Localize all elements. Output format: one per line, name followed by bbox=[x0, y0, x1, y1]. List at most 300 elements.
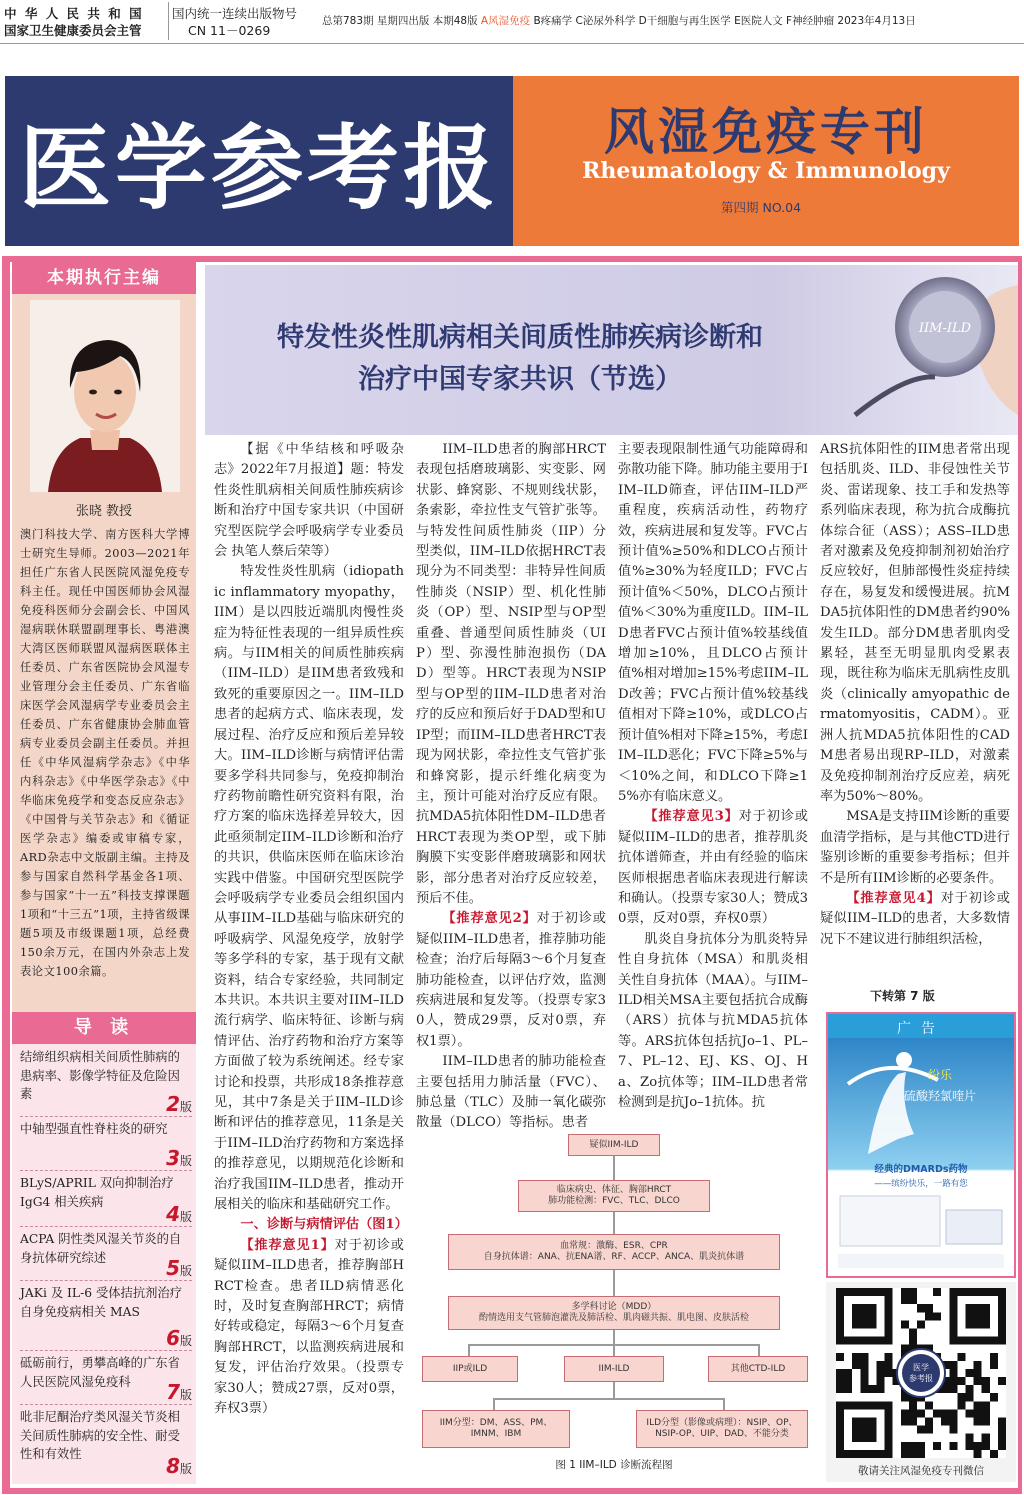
issue-info-prefix: 总第783期 星期四出版 本期48版 bbox=[322, 15, 481, 27]
qr-module bbox=[982, 1418, 990, 1426]
qr-module bbox=[966, 1320, 974, 1328]
issue-number: 第四期 NO.04 bbox=[721, 200, 802, 215]
qr-module bbox=[868, 1320, 876, 1328]
qr-module bbox=[966, 1434, 974, 1442]
qr-caption: 敬请关注风湿免疫专刊微信 bbox=[858, 1465, 984, 1477]
qr-module bbox=[957, 1337, 965, 1345]
qr-module bbox=[901, 1320, 909, 1328]
qr-module bbox=[876, 1450, 884, 1458]
qr-module bbox=[982, 1442, 990, 1450]
qr-module bbox=[949, 1304, 957, 1312]
flow-connector bbox=[613, 1212, 615, 1234]
guide-item-title: 中轴型强直性脊柱炎的研究 bbox=[20, 1122, 168, 1136]
qr-module bbox=[852, 1418, 860, 1426]
qr-module bbox=[885, 1320, 893, 1328]
qr-module bbox=[982, 1377, 990, 1385]
article-title-line2: 治疗中国专家共识（节选） bbox=[358, 364, 682, 395]
qr-module bbox=[885, 1361, 893, 1369]
qr-module bbox=[909, 1401, 917, 1409]
article-paragraph: IIM–ILD患者的胸部HRCT表现包括磨玻璃影、实变影、网状影、蜂窝影、不规则线状影，条索影，牵拉性支气管扩张等。与特发性间质性肺炎（IIP）分型类似，IIM–ILD依据HRCT表现分为不同类型：非特异性间质性肺炎（NSIP）型、机化性肺炎（OP）型、NSIP型与OP型重叠、普通型间质性肺炎（UIP）型、弥漫性肺泡损伤（DAD）型等。HRCT表现为NSIP型与OP型的IIM–ILD患者对治疗的反应和预后好于DAD型和UIP型；而IIM–ILD患者HRCT表现为网状影，牵拉性支气管扩张和蜂窝影，提示纤维化病变为主，预计可能对治疗反应有限。抗MDA5抗体阳性DM–ILD患者HRCT表现为类OP型，或下肺胸膜下实变影伴磨玻璃影和网状影，部分患者对治疗反应较差，预后不佳。 bbox=[416, 442, 606, 906]
wechat-qr-panel[interactable] bbox=[826, 1282, 1016, 1482]
qr-module bbox=[917, 1409, 925, 1417]
qr-module bbox=[998, 1434, 1006, 1442]
qr-module bbox=[876, 1361, 884, 1369]
article-paragraph: ARS抗体阳性的IIM患者常出现包括肌炎、ILD、非侵蚀性关节炎、雷诺现象、技工手和发热等系列临床表现，称为抗合成酶抗体综合征（ASS）；ASS–ILD患者对激素及免疫抑制剂初始治疗反应较好，但肺部慢性炎症持续存在，易复发和缓慢进展。抗MDA5抗体阳性的DM患者约90%发生ILD。部分DM患者肌肉受累轻，甚至无明显肌肉受累表现，既往称为临床无肌病性皮肌炎（clinically amyopathic dermatomyositis，CADM）。亚洲人抗MDA5抗体阳性的CADM患者易出现RP–ILD，对激素及免疫抑制剂治疗反应差，病死率为50%～80%。 bbox=[820, 442, 1010, 804]
qr-module bbox=[982, 1409, 990, 1417]
ad-slogan-1: 经典的DMARDs药物 bbox=[874, 1164, 968, 1175]
qr-module bbox=[974, 1409, 982, 1417]
ad-brand: 纷乐 bbox=[928, 1068, 953, 1082]
qr-module bbox=[966, 1409, 974, 1417]
qr-module bbox=[885, 1288, 893, 1296]
qr-module bbox=[949, 1320, 957, 1328]
qr-module bbox=[836, 1296, 844, 1304]
qr-module bbox=[844, 1385, 852, 1393]
qr-module bbox=[990, 1353, 998, 1361]
qr-module bbox=[860, 1288, 868, 1296]
qr-module bbox=[982, 1288, 990, 1296]
qr-module bbox=[836, 1450, 844, 1458]
qr-module bbox=[885, 1418, 893, 1426]
qr-module bbox=[844, 1450, 852, 1458]
qr-module bbox=[860, 1312, 868, 1320]
special-issue-english-title: Rheumatology & Immunology bbox=[582, 158, 950, 184]
qr-module bbox=[901, 1288, 909, 1296]
guide-separator bbox=[20, 1404, 192, 1405]
qr-module bbox=[966, 1393, 974, 1401]
section-heading: 一、诊断与病情评估（图1） bbox=[240, 1217, 408, 1233]
qr-module bbox=[933, 1409, 941, 1417]
guide-item-page: 2版 bbox=[166, 1092, 192, 1116]
qr-module bbox=[885, 1426, 893, 1434]
guide-item-title: ACPA 阴性类风湿关节炎的自身抗体研究综述 bbox=[20, 1232, 182, 1265]
qr-module bbox=[860, 1320, 868, 1328]
qr-module bbox=[901, 1442, 909, 1450]
qr-module bbox=[901, 1296, 909, 1304]
qr-module bbox=[844, 1337, 852, 1345]
guide-separator bbox=[20, 1116, 192, 1117]
flow-connector bbox=[613, 1382, 615, 1398]
qr-module bbox=[836, 1320, 844, 1328]
flow-node-iim-ild: IIM-ILD bbox=[564, 1356, 664, 1382]
qr-module bbox=[941, 1418, 949, 1426]
qr-module bbox=[925, 1304, 933, 1312]
qr-module bbox=[885, 1409, 893, 1417]
recommendation-1: 【推荐意见1】对于初诊或疑似IIM–ILD患者，推荐胸部HRCT检查。患者ILD病情恶化时，及时复查胸部HRCT；病情好转或稳定，每隔3～6个月复查胸部HRCT，以监测疾病进展和复发，评估治疗效果。（投票专家30人；赞成27票，反对0票，弃权3票） bbox=[214, 1237, 404, 1417]
qr-module bbox=[876, 1369, 884, 1377]
publisher-line2: 国家卫生健康委员会主管 bbox=[4, 23, 142, 38]
qr-module bbox=[885, 1337, 893, 1345]
qr-module bbox=[860, 1337, 868, 1345]
qr-module bbox=[885, 1328, 893, 1336]
qr-module bbox=[860, 1426, 868, 1434]
guide-item-title: 砥砺前行，勇攀高峰的广东省人民医院风湿免疫科 bbox=[20, 1356, 180, 1389]
article-paragraph: 主要表现限制性通气功能障碍和弥散功能下降。肺功能主要用于IIM–ILD筛查，评估IIM–ILD严重程度，疾病活动性，药物疗效，疾病进展和复发等。FVC占预计值%≥50%和DLCO占预计值%≥30%为轻度ILD；FVC占预计值%＜50%，DLCO占预计值%＜30%为重度ILD。IIM–ILD患者FVC占预计值%较基线值增加≥10%，且DLCO占预计值%相对增加≥15%考虑IIM–ILD改善；FVC占预计值%较基线值相对下降≥10%，或DLCO占预计值%相对下降≥15%，考虑IIM–ILD恶化；FVC下降≥5%与＜10%之间，和DLCO下降≥15%亦有临床意义。 bbox=[618, 442, 808, 804]
qr-module bbox=[998, 1337, 1006, 1345]
continued-link[interactable]: 下转第 7 版 bbox=[870, 989, 935, 1003]
header-divider bbox=[168, 2, 169, 40]
qr-module bbox=[966, 1312, 974, 1320]
qr-module bbox=[998, 1377, 1006, 1385]
flow-connector bbox=[493, 1398, 495, 1410]
qr-module bbox=[966, 1288, 974, 1296]
qr-module bbox=[852, 1434, 860, 1442]
qr-module bbox=[885, 1369, 893, 1377]
editor-portrait bbox=[30, 300, 180, 492]
qr-module bbox=[836, 1369, 844, 1377]
qr-module bbox=[885, 1312, 893, 1320]
qr-module bbox=[836, 1418, 844, 1426]
publisher-line1: 中 华 人 民 共 和 国 bbox=[4, 6, 144, 21]
flow-connector bbox=[493, 1398, 725, 1400]
qr-module bbox=[836, 1442, 844, 1450]
qr-module bbox=[982, 1304, 990, 1312]
qr-module bbox=[868, 1312, 876, 1320]
qr-module bbox=[949, 1296, 957, 1304]
qr-module bbox=[974, 1377, 982, 1385]
guide-item-title: 结缔组织病相关间质性肺病的患病率、影像学特征及危险因素 bbox=[20, 1050, 180, 1101]
qr-module bbox=[860, 1369, 868, 1377]
qr-module bbox=[836, 1434, 844, 1442]
qr-module bbox=[909, 1450, 917, 1458]
article-paragraph: 肌炎自身抗体分为肌炎特异性自身抗体（MSA）和肌炎相关性自身抗体（MAA）。与IIM–ILD相关MSA主要包括抗合成酶（ARS）抗体与抗MDA5抗体等。ARS抗体包括抗Jo–1、PL–7、PL–12、EJ、KS、OJ、Ha、Zo抗体等；IIM–ILD患者常检测到是抗Jo–1抗体。抗 bbox=[618, 931, 808, 1110]
qr-module bbox=[966, 1385, 974, 1393]
qr-module bbox=[860, 1377, 868, 1385]
editor-bio: 澳门科技大学、南方医科大学博士研究生导师。2003—2021年担任广东省人民医院风湿免疫专科主任。现任中国医师协会风湿免疫科医师分会副会长、中国风湿病联休联盟副理事长、粤港澳大湾区医师联盟风湿病医联体主任委员、广东省医院协会风湿专业管理分会主任委员、广东省临床医学会风湿病学专业委员会主任委员、广东省健康协会肺血管病专业委员会副主任委员。并担任《中华风湿病学杂志》《中华内科杂志》《中华医学杂志》《中华临床免疫学和变态反应杂志》《中国骨与关节杂志》和《循证医学杂志》编委或审稿专家，ARD杂志中文版副主编。主持及参与国家自然科学基金各1项、参与国家“十一五”科技支撑课题1项和“十三五”1项，主持省级课题5项及市级课题1项，总经费150余万元，在国内外杂志上发表论文100余篇。 bbox=[20, 528, 190, 978]
qr-center-logo-line2: 参考报 bbox=[909, 1374, 933, 1383]
qr-module bbox=[949, 1385, 957, 1393]
qr-module bbox=[885, 1401, 893, 1409]
ad-label: 广告 bbox=[897, 1021, 945, 1037]
qr-module bbox=[852, 1353, 860, 1361]
qr-module bbox=[901, 1409, 909, 1417]
recommendation-tag: 【推荐意见2】 bbox=[442, 911, 537, 927]
flow-node-iip: IIP或ILD bbox=[422, 1356, 518, 1382]
qr-module bbox=[852, 1426, 860, 1434]
qr-module bbox=[885, 1353, 893, 1361]
ad-illustration bbox=[828, 1014, 1014, 1276]
recommendation-tag: 【推荐意见1】 bbox=[240, 1237, 335, 1253]
qr-module bbox=[836, 1312, 844, 1320]
qr-module bbox=[844, 1369, 852, 1377]
qr-module bbox=[844, 1401, 852, 1409]
recommendation-3: 【推荐意见3】对于初诊或疑似IIM–ILD的患者，推荐肌炎抗体谱筛查，并由有经验的临床医师根据患者临床表现进行解读和确认。（投票专家30人；赞成30票，反对0票，弃权0票） bbox=[618, 809, 809, 927]
guide-separator bbox=[20, 1280, 192, 1281]
qr-module bbox=[966, 1369, 974, 1377]
guide-item-page: 7版 bbox=[166, 1380, 192, 1404]
qr-module bbox=[925, 1312, 933, 1320]
article-column-4 bbox=[820, 440, 1010, 950]
qr-module bbox=[852, 1304, 860, 1312]
qr-module bbox=[949, 1288, 957, 1296]
qr-module bbox=[836, 1353, 844, 1361]
qr-module bbox=[868, 1401, 876, 1409]
qr-module bbox=[990, 1288, 998, 1296]
qr-center-logo-line1: 医学 bbox=[913, 1363, 929, 1372]
masthead-right-panel bbox=[513, 76, 1019, 246]
guide-item-page: 4版 bbox=[166, 1202, 192, 1226]
guide-item-page: 8版 bbox=[166, 1454, 192, 1478]
guide-item-title: JAKi 及 IL-6 受体拮抗剂治疗自身免疫病相关 MAS bbox=[20, 1286, 183, 1319]
qr-module bbox=[868, 1337, 876, 1345]
qr-module bbox=[836, 1377, 844, 1385]
issue-info-rest: B疼痛学 C泌尿外科学 D干细胞与再生医学 E医院人文 F神经肿瘤 2023年4月13日 bbox=[530, 15, 916, 27]
qr-module bbox=[868, 1434, 876, 1442]
qr-module bbox=[998, 1288, 1006, 1296]
qr-module bbox=[885, 1304, 893, 1312]
banner-badge-text: IIM-ILD bbox=[918, 321, 972, 336]
flow-connector bbox=[723, 1398, 725, 1410]
qr-module bbox=[957, 1401, 965, 1409]
qr-module bbox=[836, 1409, 844, 1417]
qr-module bbox=[925, 1418, 933, 1426]
qr-module bbox=[860, 1434, 868, 1442]
qr-module bbox=[974, 1304, 982, 1312]
flow-connector bbox=[758, 1344, 760, 1356]
guide-item-title: BLyS/APRIL 双向抑制治疗 IgG4 相关疾病 bbox=[20, 1176, 174, 1209]
flow-node-mdd: 多学科讨论（MDD） 酌情选用支气管肺泡灌洗及肺活检、肌肉磁共振、肌电图、皮肤活检 bbox=[448, 1296, 780, 1330]
flow-node-ild-types: ILD分型（影像或病理）：NSIP、OP、NSIP-OP、UIP、DAD、不能分类 bbox=[636, 1410, 808, 1448]
guide-item-page: 3版 bbox=[166, 1146, 192, 1170]
recommendation-2: 【推荐意见2】对于初诊或疑似IIM–ILD患者，推荐肺功能检查；治疗后每隔3～6个月复查肺功能检查，以评估疗效，监测疾病进展和复发等。（投票专家30人，赞成29票，反对0票，弃权1票）。 bbox=[416, 911, 606, 1049]
qr-module bbox=[974, 1288, 982, 1296]
issue-info-active-section[interactable]: A风湿免疫 bbox=[480, 15, 531, 27]
qr-module bbox=[876, 1401, 884, 1409]
qr-module bbox=[957, 1393, 965, 1401]
flowchart-caption: 图 1 IIM–ILD 诊断流程图 bbox=[555, 1459, 673, 1471]
qr-module bbox=[982, 1337, 990, 1345]
flow-node-iim-types: IIM分型：DM、ASS、PM、IMNM、IBM bbox=[422, 1410, 570, 1448]
qr-module bbox=[917, 1426, 925, 1434]
qr-module bbox=[933, 1288, 941, 1296]
qr-module bbox=[909, 1409, 917, 1417]
qr-module bbox=[966, 1442, 974, 1450]
issn-line1: 国内统一连续出版物号 bbox=[172, 6, 298, 21]
qr-module bbox=[836, 1426, 844, 1434]
qr-module bbox=[909, 1328, 917, 1336]
qr-module bbox=[868, 1450, 876, 1458]
qr-module bbox=[957, 1288, 965, 1296]
qr-module bbox=[974, 1450, 982, 1458]
qr-module bbox=[901, 1450, 909, 1458]
qr-module bbox=[966, 1304, 974, 1312]
qr-module bbox=[982, 1434, 990, 1442]
guide-item-title: 吡非尼酮治疗类风湿关节炎相关间质性肺病的安全性、耐受性和有效性 bbox=[20, 1410, 180, 1461]
advertisement[interactable] bbox=[826, 1012, 1016, 1278]
newspaper-title: 医学参考报 bbox=[18, 114, 499, 222]
qr-module bbox=[949, 1418, 957, 1426]
guide-item[interactable] bbox=[20, 1284, 192, 1321]
qr-module bbox=[836, 1385, 844, 1393]
qr-module bbox=[941, 1409, 949, 1417]
editor-name: 张晓 教授 bbox=[75, 504, 133, 519]
qr-module bbox=[909, 1442, 917, 1450]
qr-module bbox=[998, 1320, 1006, 1328]
flow-connector bbox=[613, 1156, 615, 1180]
article-column-3 bbox=[618, 440, 808, 1113]
qr-module bbox=[990, 1450, 998, 1458]
guide-separator bbox=[20, 1350, 192, 1351]
qr-module bbox=[974, 1361, 982, 1369]
qr-module bbox=[909, 1288, 917, 1296]
ad-slogan-2: ——缤纷快乐，一路有您 bbox=[874, 1179, 968, 1189]
qr-module bbox=[998, 1418, 1006, 1426]
article-source: 【据《中华结核和呼吸杂志》2022年7月报道】题：特发性炎性肌病相关间质性肺疾病诊断和治疗中国专家共识（中国研究型医院学会呼吸病学专业委员会 执笔人蔡后荣等） bbox=[214, 442, 404, 560]
qr-module bbox=[957, 1353, 965, 1361]
qr-module bbox=[933, 1312, 941, 1320]
qr-module bbox=[901, 1418, 909, 1426]
qr-module bbox=[982, 1401, 990, 1409]
qr-module bbox=[974, 1369, 982, 1377]
qr-module bbox=[868, 1288, 876, 1296]
flow-node-suspected: 疑似IIM-ILD bbox=[568, 1134, 660, 1156]
special-issue-title: 风湿免疫专刊 bbox=[604, 102, 928, 161]
qr-module bbox=[998, 1426, 1006, 1434]
qr-module bbox=[949, 1409, 957, 1417]
guide-heading: 导 读 bbox=[12, 1012, 196, 1044]
qr-module bbox=[990, 1393, 998, 1401]
qr-module bbox=[885, 1434, 893, 1442]
qr-module bbox=[868, 1385, 876, 1393]
qr-module bbox=[860, 1361, 868, 1369]
qr-module bbox=[949, 1328, 957, 1336]
flow-connector bbox=[613, 1270, 615, 1296]
article-banner bbox=[205, 265, 1018, 435]
editor-sidebar-heading: 本期执行主编 bbox=[12, 262, 196, 294]
qr-module bbox=[917, 1450, 925, 1458]
guide-list bbox=[12, 1044, 196, 1484]
guide-separator bbox=[20, 1226, 192, 1227]
qr-module bbox=[949, 1442, 957, 1450]
qr-module bbox=[836, 1328, 844, 1336]
qr-module bbox=[876, 1288, 884, 1296]
qr-module bbox=[860, 1385, 868, 1393]
qr-module bbox=[998, 1312, 1006, 1320]
guide-item-page: 6版 bbox=[166, 1326, 192, 1350]
qr-module bbox=[949, 1377, 957, 1385]
qr-module bbox=[868, 1418, 876, 1426]
qr-center-logo bbox=[896, 1348, 946, 1398]
qr-module bbox=[957, 1377, 965, 1385]
qr-module bbox=[998, 1328, 1006, 1336]
qr-module bbox=[860, 1418, 868, 1426]
issn-line2: CN 11－0269 bbox=[188, 23, 271, 38]
qr-module bbox=[909, 1418, 917, 1426]
qr-module bbox=[998, 1442, 1006, 1450]
qr-module bbox=[949, 1361, 957, 1369]
qr-module bbox=[917, 1304, 925, 1312]
qr-module bbox=[974, 1312, 982, 1320]
qr-module bbox=[836, 1288, 844, 1296]
flow-connector bbox=[468, 1344, 470, 1356]
diagnosis-flowchart bbox=[408, 1130, 820, 1470]
qr-module bbox=[949, 1337, 957, 1345]
qr-module bbox=[917, 1320, 925, 1328]
qr-module bbox=[925, 1426, 933, 1434]
qr-module bbox=[868, 1426, 876, 1434]
qr-module bbox=[860, 1401, 868, 1409]
qr-module bbox=[885, 1442, 893, 1450]
qr-module bbox=[998, 1296, 1006, 1304]
flow-node-labs: 血常规：激酶、ESR、CPR 自身抗体谱：ANA、抗ENA谱、RF、ACCP、ANCA、肌炎抗体谱 bbox=[448, 1234, 780, 1270]
qr-module bbox=[844, 1377, 852, 1385]
masthead bbox=[5, 76, 1019, 246]
qr-module bbox=[949, 1312, 957, 1320]
guide-separator bbox=[20, 1170, 192, 1171]
issue-info bbox=[322, 13, 916, 28]
qr-module bbox=[860, 1353, 868, 1361]
article-column-1 bbox=[214, 440, 408, 1420]
qr-module bbox=[990, 1337, 998, 1345]
qr-module bbox=[974, 1418, 982, 1426]
article-paragraph: IIM–ILD患者的肺功能检查主要包括用力肺活量（FVC）、肺总量（TLC）及肺一氧化碳弥散量（DLCO）等指标。患者 bbox=[416, 1054, 606, 1131]
qr-module bbox=[836, 1401, 844, 1409]
qr-module bbox=[974, 1401, 982, 1409]
qr-module bbox=[852, 1337, 860, 1345]
article-column-2 bbox=[416, 440, 606, 1134]
qr-module bbox=[966, 1337, 974, 1345]
recommendation-tag: 【推荐意见3】 bbox=[644, 809, 739, 825]
qr-module bbox=[876, 1377, 884, 1385]
flow-connector bbox=[613, 1330, 615, 1344]
qr-module bbox=[974, 1337, 982, 1345]
qr-module bbox=[909, 1337, 917, 1345]
qr-module bbox=[885, 1450, 893, 1458]
qr-module bbox=[982, 1320, 990, 1328]
qr-module bbox=[998, 1304, 1006, 1312]
ad-product: 硫酸羟氯喹片 bbox=[903, 1089, 977, 1103]
recommendation-4: 【推荐意见4】对于初诊或疑似IIM–ILD的患者，大多数情况下不建议进行肺组织活检， bbox=[820, 890, 1010, 947]
qr-module bbox=[876, 1385, 884, 1393]
qr-module bbox=[852, 1361, 860, 1369]
qr-module bbox=[860, 1450, 868, 1458]
qr-module bbox=[844, 1288, 852, 1296]
article-paragraph: MSA是支持IIM诊断的重要血清学指标，是与其他CTD进行鉴别诊断的重要参考指标；但并不是所有IIM诊断的必要条件。 bbox=[820, 809, 1010, 886]
qr-module bbox=[885, 1296, 893, 1304]
qr-module bbox=[982, 1385, 990, 1393]
flow-node-ctd-ild: 其他CTD-ILD bbox=[708, 1356, 808, 1382]
guide-item-page: 5版 bbox=[166, 1256, 192, 1280]
article-title-line1: 特发性炎性肌病相关间质性肺疾病诊断和 bbox=[277, 322, 763, 353]
flow-connector bbox=[613, 1344, 615, 1356]
qr-module bbox=[868, 1304, 876, 1312]
qr-module bbox=[982, 1312, 990, 1320]
qr-module bbox=[909, 1296, 917, 1304]
qr-module bbox=[836, 1337, 844, 1345]
qr-module bbox=[860, 1304, 868, 1312]
qr-module bbox=[949, 1369, 957, 1377]
qr-module bbox=[974, 1320, 982, 1328]
qr-module bbox=[852, 1288, 860, 1296]
qr-module bbox=[925, 1401, 933, 1409]
qr-module bbox=[974, 1442, 982, 1450]
qr-module bbox=[990, 1361, 998, 1369]
qr-module bbox=[876, 1337, 884, 1345]
editor-portrait-illustration bbox=[30, 300, 180, 492]
qr-module bbox=[852, 1312, 860, 1320]
qr-module bbox=[949, 1426, 957, 1434]
recommendation-tag: 【推荐意见4】 bbox=[846, 890, 941, 906]
article-paragraph: 特发性炎性肌病（idiopathic inflammatory myopathy，IIM）是以四肢近端肌肉慢性炎症为特征性表现的一组异质性疾病。与IIM相关的间质性肺疾病（IIM–ILD）是IIM患者致残和致死的重要原因之一。IIM–ILD患者的起病方式、临床表现，发展过程、治疗反应和预后差异较大。IIM–ILD诊断与病情评估需要多学科共同参与，免疫抑制治疗药物前瞻性研究资料有限，治疗方案的临床选择差异较大，因此亟须制定IIM–ILD诊断和治疗的共识，供临床医师在临床诊治实践中借鉴。中国研究型医院学会呼吸病学专业委员会组织国内从事IIM–ILD基础与临床研究的呼吸病学、风湿免疫学，放射学等多学科的专家，基于现有文献资料，结合专家经验，共同制定本共识。本共识主要对IIM–ILD流行病学、临床特征、诊断与病情评估、治疗药物和治疗方案等方面做了较为系统阐述。经专家讨论和投票，共形成18条推荐意见，其中7条是关于IIM–ILD诊断和评估的推荐意见，11条是关于IIM–ILD治疗药物和方案选择的推荐意见，以期规范化诊断和治疗我国IIM–ILD患者，推动开展相关的临床和基础研究工作。 bbox=[214, 564, 404, 1213]
qr-module bbox=[852, 1401, 860, 1409]
qr-module bbox=[852, 1320, 860, 1328]
qr-module bbox=[933, 1442, 941, 1450]
guide-item[interactable] bbox=[20, 1120, 192, 1139]
qr-module bbox=[836, 1304, 844, 1312]
qr-module bbox=[852, 1450, 860, 1458]
flow-node-clinical: 临床病史、体征、胸部HRCT 肺功能检测：FVC、TLC、DLCO bbox=[518, 1180, 710, 1212]
qr-module bbox=[917, 1442, 925, 1450]
